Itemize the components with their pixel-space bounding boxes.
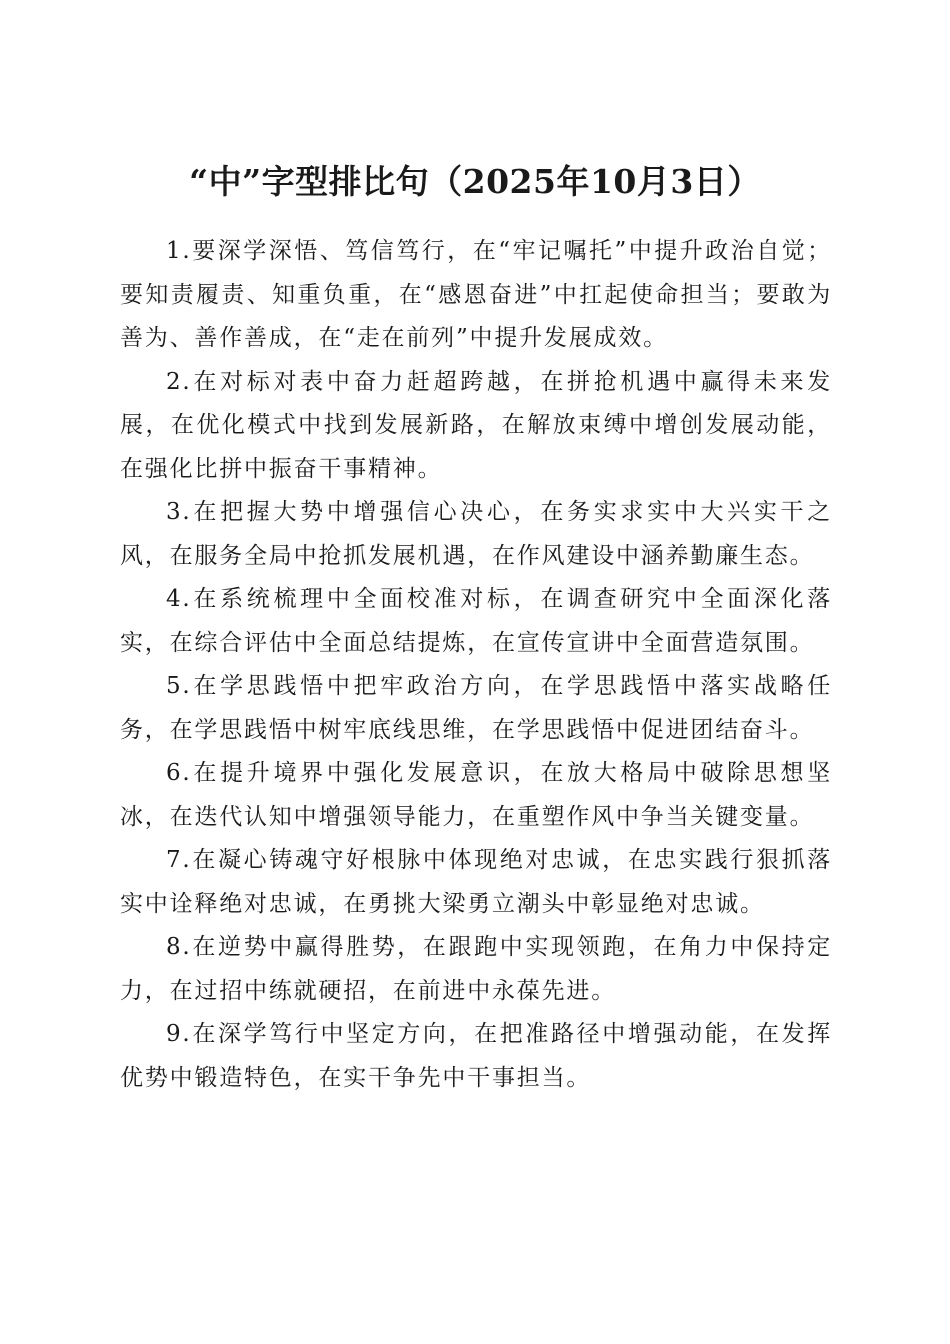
document-title: “中”字型排比句（2025年10月3日） bbox=[189, 162, 761, 202]
paragraph-1: 1.要深学深悟、笃信笃行，在“牢记嘱托”中提升政治自觉；要知责履责、知重负重，在“感恩奋进”中扛起使命担当；要敢为善为、善作善成，在“走在前列”中提升发展成效。 bbox=[120, 238, 832, 351]
paragraph-3: 3.在把握大势中增强信心决心，在务实求实中大兴实干之风，在服务全局中抢抓发展机遇，在作风建设中涵养勤廉生态。 bbox=[120, 499, 832, 569]
paragraph-7: 7.在凝心铸魂守好根脉中体现绝对忠诚，在忠实践行狠抓落实中诠释绝对忠诚，在勇挑大梁勇立潮头中彰显绝对忠诚。 bbox=[120, 847, 832, 917]
paragraph-9: 9.在深学笃行中坚定方向，在把准路径中增强动能，在发挥优势中锻造特色，在实干争先中干事担当。 bbox=[120, 1021, 832, 1091]
paragraph-4: 4.在系统梳理中全面校准对标，在调查研究中全面深化落实，在综合评估中全面总结提炼，在宣传宣讲中全面营造氛围。 bbox=[120, 586, 832, 656]
paragraph-5: 5.在学思践悟中把牢政治方向，在学思践悟中落实战略任务，在学思践悟中树牢底线思维，在学思践悟中促进团结奋斗。 bbox=[120, 673, 832, 743]
paragraph-2: 2.在对标对表中奋力赶超跨越，在拼抢机遇中赢得未来发展，在优化模式中找到发展新路，在解放束缚中增创发展动能，在强化比拼中振奋干事精神。 bbox=[120, 368, 832, 482]
paragraph-6: 6.在提升境界中强化发展意识，在放大格局中破除思想坚冰，在迭代认知中增强领导能力，在重塑作风中争当关键变量。 bbox=[120, 760, 832, 830]
document-body bbox=[120, 230, 832, 1100]
paragraph-8: 8.在逆势中赢得胜势，在跟跑中实现领跑，在角力中保持定力，在过招中练就硬招，在前进中永葆先进。 bbox=[120, 934, 832, 1004]
